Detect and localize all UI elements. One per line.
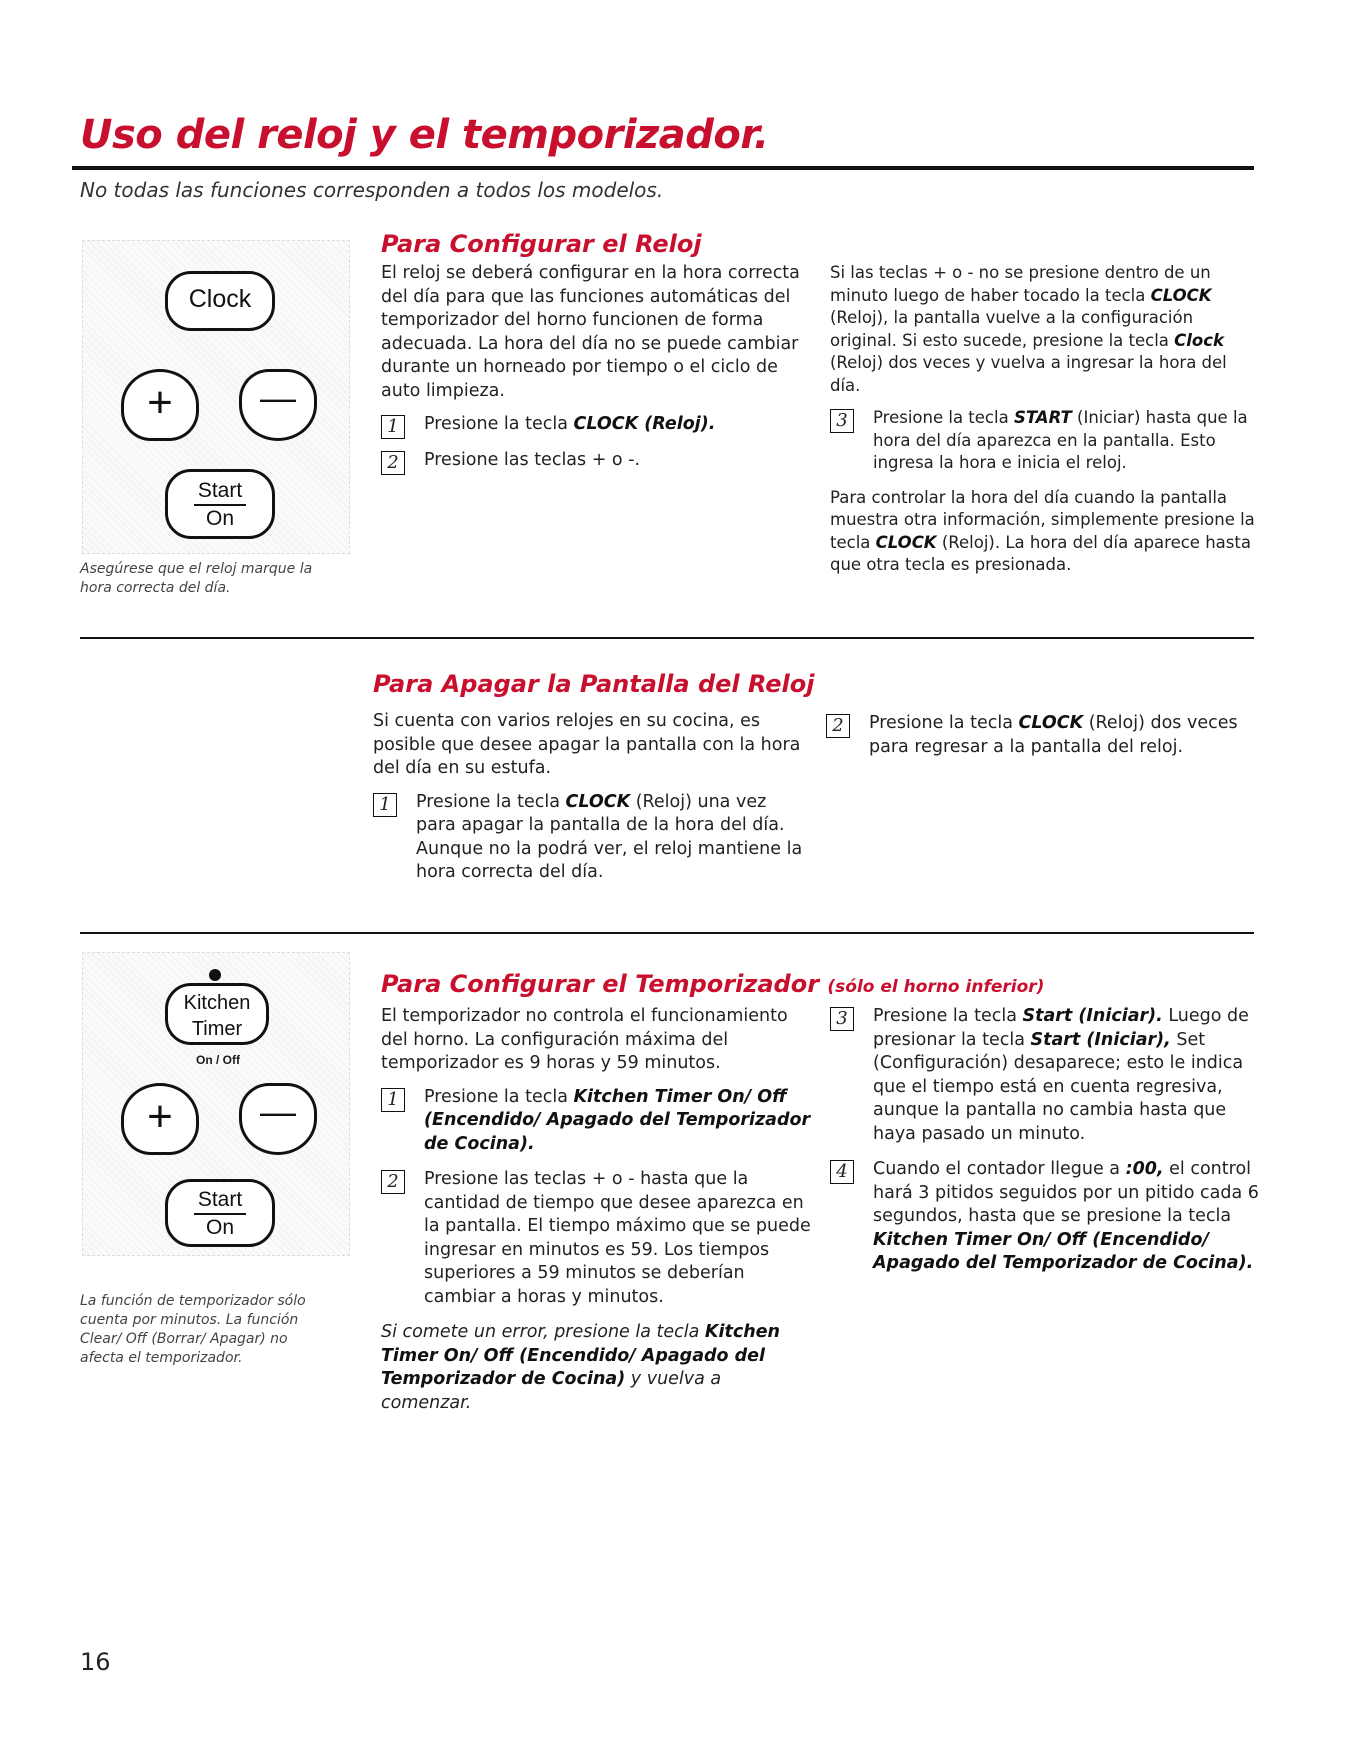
section3-left-column (381, 1005, 811, 1425)
heading-note: (sólo el horno inferior) (827, 977, 1045, 997)
section2-step-1: 1 Presione la tecla CLOCK (Reloj) una vez para apagar la pantalla de la hora del día. Aunque no la podrá ver, el reloj mantiene la hora correcta del día. (373, 791, 803, 885)
start-key-label: Start (194, 478, 246, 506)
keypad1-caption: Asegúrese que el reloj marque la hora correcta del día. (80, 561, 313, 596)
step-text: Presione las teclas + o -. (424, 449, 641, 470)
section2-left-column (373, 710, 803, 897)
section-heading-display-off: Para Apagar la Pantalla del Reloj (373, 670, 815, 698)
section-heading-set-clock: Para Configurar el Reloj (381, 230, 702, 258)
page-subtitle: No todas las funciones corresponden a todos los modelos. (80, 178, 664, 202)
step-number-box: 3 (830, 409, 854, 433)
section1-right-paragraph-2: Para controlar la hora del día cuando la pantalla muestra otra información, simplemente presione la tecla CLOCK (Reloj). La hora del día aparece hasta que otra tecla es presionada. (830, 487, 1255, 574)
step-number-box: 1 (381, 1088, 405, 1112)
section3-step-2: 2 Presione las teclas + o - hasta que la cantidad de tiempo que desee aparezca en la pantalla. El tiempo máximo que se puede ingresar en minutos es 59. Los tiempos superiores a 59 minutos se deberían cambiar a horas y minutos. (381, 1168, 811, 1309)
section3-right-column (830, 1005, 1260, 1288)
step-text: Presione la tecla (424, 414, 574, 434)
plus-key: + (121, 1083, 199, 1155)
section1-step-3: 3 Presione la tecla START (Iniciar) hasta que la hora del día aparezca en la pantalla. Esto ingresa la hora e inicia el reloj. (830, 407, 1260, 475)
start-on-key (165, 469, 275, 539)
title-rule (72, 166, 1254, 170)
section3-intro: El temporizador no controla el funcionamiento del horno. La configuración máxima del temporizador es 9 horas y 59 minutos. (381, 1006, 788, 1073)
on-key-label: On (205, 507, 234, 530)
kitchen-timer-key (165, 983, 269, 1045)
kitchen-label: Kitchen (183, 992, 251, 1014)
section2-step-2: 2 Presione la tecla CLOCK (Reloj) dos veces para regresar a la pantalla del reloj. (826, 712, 1256, 759)
keypad2-caption: La función de temporizador sólo cuenta por minutos. La función Clear/ Off (Borrar/ Apagar) no afecta el temporizador. (80, 1293, 306, 1366)
indicator-dot-icon (209, 969, 221, 981)
section-divider (80, 637, 1254, 639)
key-name: CLOCK (Reloj). (573, 414, 716, 434)
section1-step-2 (381, 449, 811, 473)
section1-right-paragraph-1: Si las teclas + o - no se presione dentro de un minuto luego de haber tocado la tecla CLOCK (Reloj), la pantalla vuelve a la configuración original. Si esto sucede, presione la tecla Clock (Reloj) dos veces y vuelva a ingresar la hora del día. (830, 263, 1227, 395)
section3-error-note: Si comete un error, presione la tecla Kitchen Timer On/ Off (Encendido/ Apagado del Temporizador de Cocina) y vuelva a comenzar. (381, 1322, 781, 1413)
step-number-box: 1 (381, 415, 405, 439)
section2-right-column (826, 712, 1256, 771)
section1-step-1 (381, 413, 811, 437)
on-off-label: On / Off (196, 1053, 240, 1067)
plus-key: + (121, 369, 199, 441)
step-number-box: 3 (830, 1007, 854, 1031)
step-number-box: 4 (830, 1160, 854, 1184)
step-number-box: 2 (381, 451, 405, 475)
timer-keypad-illustration (82, 952, 350, 1256)
page-number: 16 (80, 1648, 111, 1676)
timer-label: Timer (191, 1018, 243, 1040)
section3-step-1: 1 Presione la tecla Kitchen Timer On/ Off (Encendido/ Apagado del Temporizador de Cocina). (381, 1086, 811, 1157)
minus-key: — (239, 369, 317, 441)
step-number-box: 1 (373, 793, 397, 817)
step-number-box: 2 (381, 1170, 405, 1194)
start-key-label: Start (194, 1187, 246, 1215)
on-key-label: On (205, 1216, 234, 1239)
section2-intro: Si cuenta con varios relojes en su cocina, es posible que desee apagar la pantalla con la hora del día en su estufa. (373, 711, 801, 778)
section1-intro: El reloj se deberá configurar en la hora correcta del día para que las funciones automáticas del temporizador del horno funcionen de forma adecuada. La hora del día no se puede cambiar durante un horneado por tiempo o el ciclo de auto limpieza. (381, 263, 800, 401)
step-number-box: 2 (826, 714, 850, 738)
section1-left-column (381, 262, 811, 484)
clock-keypad-illustration (82, 240, 350, 554)
section-heading-set-timer: Para Configurar el Temporizador (sólo el horno inferior) (381, 970, 1045, 998)
minus-key: — (239, 1083, 317, 1155)
start-on-key (165, 1179, 275, 1247)
section1-right-column (830, 262, 1260, 587)
section3-step-3: 3 Presione la tecla Start (Iniciar). Luego de presionar la tecla Start (Iniciar), Set (Configuración) desaparece; esto le indica que el tiempo está en cuenta regresiva, aunque la pantalla no cambia hasta que haya pasado un minuto. (830, 1005, 1260, 1146)
section-divider (80, 932, 1254, 934)
section3-step-4: 4 Cuando el contador llegue a :00, el control hará 3 pitidos seguidos por un pitido cada 6 segundos, hasta que se presione la tecla Kitchen Timer On/ Off (Encendido/ Apagado del Temporizador de Cocina). (830, 1158, 1260, 1276)
clock-key: Clock (165, 271, 275, 331)
page-title: Uso del reloj y el temporizador. (80, 112, 769, 158)
